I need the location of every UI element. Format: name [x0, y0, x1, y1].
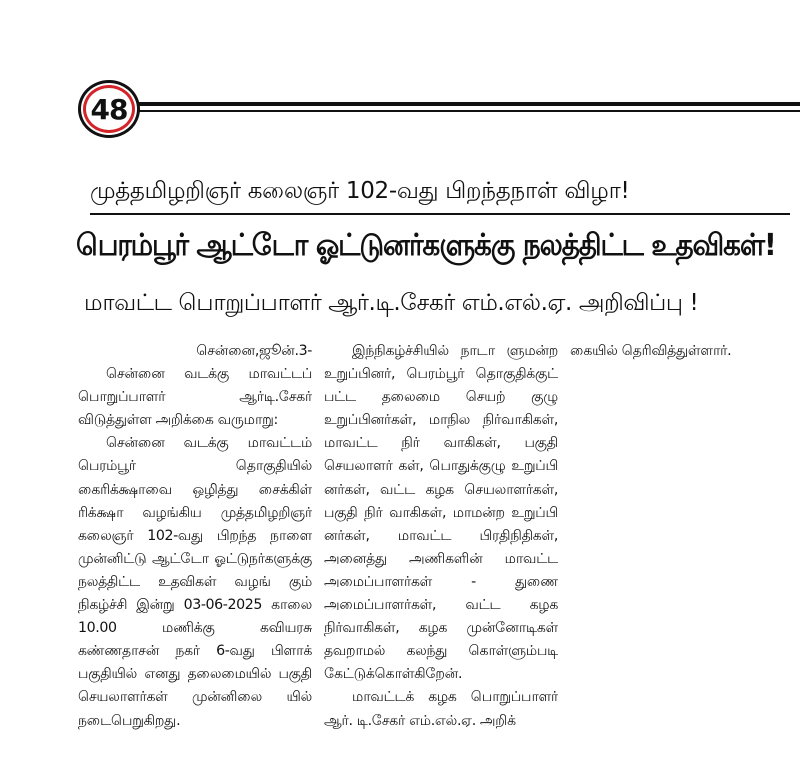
- article-column-2: [324, 340, 558, 750]
- sub-headline: மாவட்ட பொறுப்பாளர் ஆர்.டி.சேகர் எம்.எல்.ஏ. அறிவிப்பு !: [84, 290, 699, 316]
- article-paragraph-3-cont: இந்நிகழ்ச்சியில் நாடா ளுமன்ற உறுப்பினர், பெரம்பூர் தொகுதிக்குட் பட்ட தலைமை செயற் குழு உறுப்பினர்கள், மாநில நிர்வாகிகள், மாவட்ட நிர் வாகிகள், பகுதி செயலாளர் கள், பொதுக்குழு உறுப்பி னர்கள், வட்ட கழக செயலாளர்கள், பகுதி நிர் வாகிகள், மாமன்ற உறுப்பி னர்கள், மாவட்ட பிரதிநிதிகள், அனைத்து அணிகளின் மாவட்ட அமைப்பாளர்கள் - துணை அமைப்பாளர்கள், வட்ட கழக நிர்வாகிகள், கழக முன்னோடிகள் தவறாமல் கலந்து கொள்ளும்படி கேட்டுக்கொள்கிறேன்.: [324, 343, 558, 683]
- article-signoff-cont: மாவட்டக் கழக பொறுப்பாளர் ஆர். டி.சேகர் எம்.எல்.ஏ. அறிக்: [324, 689, 558, 729]
- kicker-underline: [90, 213, 790, 215]
- article-paragraph-2: சென்னை வடக்கு மாவட்டம் பெரம்பூர் தொகுதியில் கைரிக்க்ஷாவை ஒழித்து சைக்கிள் ரிக்க்ஷா வழங்கிய முத்தமிழறிஞர் கலைஞர் 102-வது பிறந்த நாளை முன்னிட்டு ஆட்டோ ஓட்டுநர்களுக்கு நலத்திட்ட உதவிகள் வழங் கும் நிகழ்ச்சி இன்று 03-06-2025 காலை 10.00 மணிக்கு கவியரசு கண்ணதாசன் நகர் 6-வது பிளாக் பகுதியில் எனது தலைமையில் பகுதி செயலாளர்கள் முன்னிலை யில் நடைபெறுகிறது.: [78, 435, 312, 729]
- kicker-headline: முத்தமிழறிஞர் கலைஞர் 102-வது பிறந்தநாள் விழா!: [90, 178, 630, 204]
- article-signoff-cont-cont: கையில் தெரிவித்துள்ளார்.: [570, 343, 732, 359]
- article-dateline: சென்னை,ஜூன்.3-: [196, 343, 312, 359]
- main-headline: பெரம்பூர் ஆட்டோ ஓட்டுனர்களுக்கு நலத்திட்ட உதவிகள்!: [76, 228, 776, 263]
- article-column-1: [78, 340, 312, 750]
- page-number: 48: [83, 85, 135, 133]
- article-paragraph-1: சென்னை வடக்கு மாவட்டப் பொறுப்பாளர் ஆர்டி.சேகர் விடுத்துள்ள அறிக்கை வருமாறு:: [78, 366, 312, 429]
- header-rule-thin: [138, 110, 800, 112]
- article-column-3: [570, 340, 800, 750]
- page-number-badge: [78, 80, 140, 138]
- header-rule-thick: [138, 102, 800, 106]
